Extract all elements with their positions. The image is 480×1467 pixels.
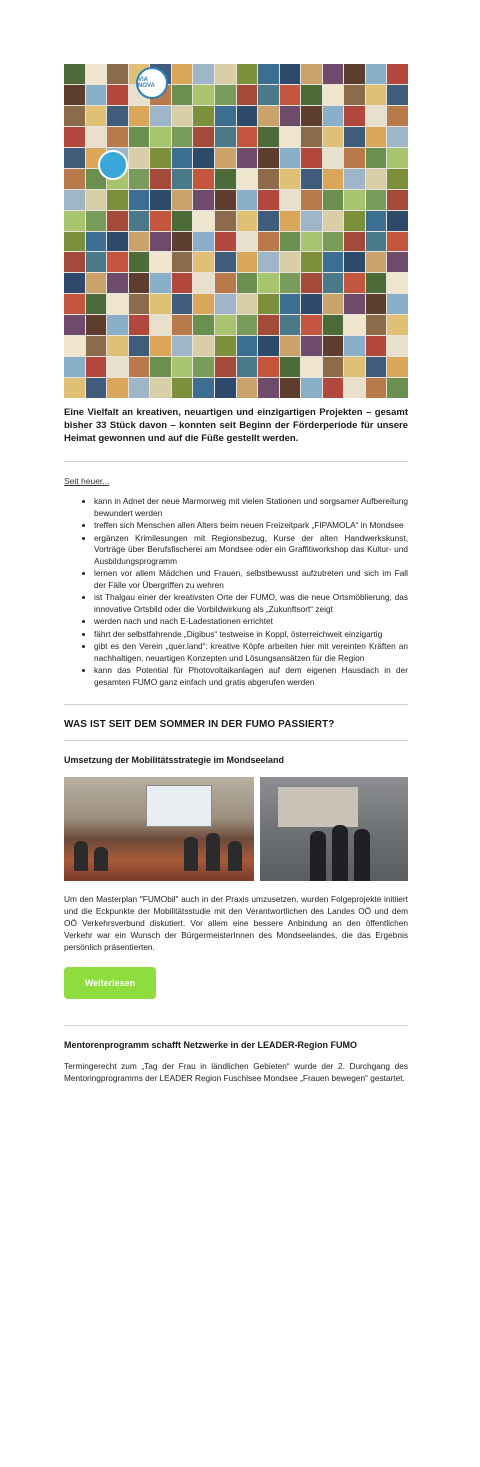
article-title: Umsetzung der Mobilitätsstrategie im Mondseeland [64,755,285,765]
collage-tile [193,211,214,231]
collage-tile [107,315,128,335]
collage-tile [172,336,193,356]
collage-tile [150,232,171,252]
collage-tile [129,336,150,356]
article-title: Mentorenprogramm schafft Netzwerke in der LEADER-Region FUMO [64,1040,358,1050]
collage-tile [64,378,85,398]
collage-tile [258,294,279,314]
collage-tile [129,294,150,314]
collage-tile [258,85,279,105]
collage-tile [344,85,365,105]
collage-tile [344,169,365,189]
collage-tile [150,315,171,335]
collage-tile [150,294,171,314]
collage-tile [215,190,236,210]
collage-tile [129,148,150,168]
collage-tile [64,357,85,377]
collage-tile [387,378,408,398]
collage-tile [323,336,344,356]
collage-tile [237,273,258,293]
collage-tile [366,294,387,314]
collage-tile [366,169,387,189]
collage-tile [215,127,236,147]
collage-tile [129,357,150,377]
newsletter-content [64,64,408,1084]
collage-tile [301,211,322,231]
collage-tile [129,232,150,252]
group-photo [260,777,408,881]
collage-tile [387,211,408,231]
collage-tile [280,85,301,105]
list-item: • kann in Adnet der neue Marmorweg mit vielen Stationen und sorgsamer Aufbereitung bewundert werden [94,496,408,519]
collage-tile [129,378,150,398]
collage-tile [280,232,301,252]
collage-tile [258,148,279,168]
collage-tile [193,294,214,314]
collage-tile [64,211,85,231]
collage-tile [107,273,128,293]
collage-tile [215,232,236,252]
collage-tile [280,211,301,231]
collage-tile [387,169,408,189]
collage-tile [215,252,236,272]
collage-tile [344,315,365,335]
collage-tile [323,190,344,210]
collage-tile [237,211,258,231]
collage-tile [193,336,214,356]
collage-tile [301,357,322,377]
collage-tile [193,252,214,272]
collage-tile [172,273,193,293]
collage-tile [387,127,408,147]
collage-tile [258,232,279,252]
collage-tile [237,85,258,105]
collage-tile [64,273,85,293]
collage-tile [107,357,128,377]
collage-tile [86,127,107,147]
collage-tile [301,336,322,356]
collage-tile [366,148,387,168]
collage-tile [172,378,193,398]
list-item: • treffen sich Menschen allen Alters beim neuen Freizeitpark „FIPAMOLA“ in Mondsee [94,520,408,532]
collage-tile [193,273,214,293]
collage-tile [258,169,279,189]
collage-tile [301,378,322,398]
collage-tile [258,64,279,84]
collage-tile [129,211,150,231]
collage-tile [323,378,344,398]
collage-tile [107,211,128,231]
collage-tile [344,127,365,147]
read-more-button[interactable]: Weiterlesen [64,967,156,999]
collage-tile [172,315,193,335]
collage-tile [280,357,301,377]
collage-tile [301,294,322,314]
collage-tile [258,273,279,293]
collage-tile [64,232,85,252]
collage-tile [107,106,128,126]
list-item: • ist Thalgau einer der kreativsten Orte der FUMO, was die neue Ortsmöblierung, das innovative Ortsbild oder die Vorbildwirkung als „Zukunftsort“ zeigt [94,592,408,615]
collage-tile [387,190,408,210]
divider [64,704,408,705]
collage-tile [129,106,150,126]
collage-tile [387,273,408,293]
collage-tile [86,190,107,210]
collage-tile [366,252,387,272]
collage-tile [64,294,85,314]
collage-tile [172,169,193,189]
collage-tile [64,336,85,356]
collage-tile [172,357,193,377]
collage-tile [258,127,279,147]
collage-tile [366,378,387,398]
collage-tile [280,252,301,272]
collage-tile [86,211,107,231]
collage-tile [344,190,365,210]
collage-tile [301,169,322,189]
collage-tile [280,336,301,356]
collage-tile [344,211,365,231]
list-item: • gibt es den Verein „quer.land“: kreative Köpfe arbeiten hier mit vereinten Kräften an nachhaltigen, neuartigen Konzepten und Lösungsansätzen für die Region [94,641,408,664]
collage-tile [86,336,107,356]
collage-tile [301,252,322,272]
collage-tile [301,273,322,293]
collage-tile [237,232,258,252]
collage-tile [387,85,408,105]
collage-tile [280,190,301,210]
collage-tile [86,294,107,314]
meeting-photo [64,777,254,881]
collage-tile [258,190,279,210]
article-photos [64,777,408,881]
collage-tile [193,64,214,84]
collage-tile [64,169,85,189]
collage-tile [107,378,128,398]
collage-tile [64,315,85,335]
collage-tile [150,211,171,231]
collage-tile [301,64,322,84]
collage-tile [301,190,322,210]
collage-tile [344,294,365,314]
collage-tile [301,127,322,147]
collage-tile [344,357,365,377]
collage-tile [237,378,258,398]
collage-tile [323,169,344,189]
divider [64,1025,408,1026]
collage-tile [387,294,408,314]
collage-tile [107,64,128,84]
collage-tile [387,252,408,272]
collage-tile [366,273,387,293]
collage-tile [344,148,365,168]
collage-tile [366,211,387,231]
collage-tile [323,252,344,272]
collage-tile [215,315,236,335]
collage-tile [215,211,236,231]
collage-tile [86,232,107,252]
collage-tile [280,106,301,126]
collage-tile [258,336,279,356]
collage-tile [172,85,193,105]
collage-tile [387,106,408,126]
collage-tile [150,190,171,210]
collage-tile [86,357,107,377]
collage-tile [193,357,214,377]
list-item: • fährt der selbstfahrende „Digibus“ testweise in Koppl, österreichweit einzigartig [94,629,408,641]
collage-tile [64,85,85,105]
collage-tile [64,64,85,84]
collage-tile [237,190,258,210]
collage-tile [129,252,150,272]
collage-tile [237,64,258,84]
collage-tile [323,127,344,147]
collage-tile [344,64,365,84]
collage-tile [237,294,258,314]
collage-tile [64,252,85,272]
collage-tile [387,315,408,335]
collage-tile [258,252,279,272]
collage-tile [366,64,387,84]
collage-tile [237,315,258,335]
collage-tile [193,106,214,126]
collage-tile [323,315,344,335]
collage-tile [150,357,171,377]
collage-tile [150,148,171,168]
collage-tile [344,232,365,252]
collage-tile [86,378,107,398]
collage-tile [150,106,171,126]
collage-tile [387,336,408,356]
collage-tile [215,273,236,293]
collage-tile [344,336,365,356]
collage-tile [258,378,279,398]
list-item: • werden nach und nach E-Ladestationen errichtet [94,616,408,628]
collage-tile [215,85,236,105]
collage-tile [193,169,214,189]
collage-tile [323,148,344,168]
collage-tile [366,315,387,335]
collage-tile [323,85,344,105]
collage-tile [193,148,214,168]
collage-tile [86,315,107,335]
collage-tile [323,294,344,314]
collage-tile [107,85,128,105]
collage-tile [150,378,171,398]
collage-tile [344,273,365,293]
collage-tile [323,211,344,231]
collage-tile [193,378,214,398]
collage-tile [366,357,387,377]
collage-tile [366,232,387,252]
collage-tile [280,148,301,168]
collage-tile [150,273,171,293]
collage-tile [64,127,85,147]
collage-tile [366,106,387,126]
collage-tile [172,127,193,147]
collage-tile [215,378,236,398]
list-item: • lernen vor allem Mädchen und Frauen, selbstbewusst aufzutreten und sich im Fall der Fälle vor Übergriffen zu wehren [94,568,408,591]
collage-tile [344,378,365,398]
collage-tile [86,106,107,126]
collage-tile [387,64,408,84]
collage-tile [215,336,236,356]
highlights-list [64,496,408,688]
collage-tile [129,190,150,210]
collage-tile [280,64,301,84]
collage-tile [86,252,107,272]
collage-tile [107,127,128,147]
collage-tile [237,127,258,147]
collage-tile [172,294,193,314]
collage-tile [172,106,193,126]
collage-tile [237,169,258,189]
collage-tile [387,232,408,252]
collage-tile [258,357,279,377]
collage-tile [64,106,85,126]
collage-tile [301,85,322,105]
collage-tile [280,294,301,314]
collage-tile [215,64,236,84]
collage-tile [193,232,214,252]
collage-tile [215,357,236,377]
collage-tile [280,169,301,189]
collage-tile [172,252,193,272]
collage-tile [64,190,85,210]
article-text: Um den Masterplan "FUMObil" auch in der Praxis umzusetzen, wurden Folgeprojekte initiiert und die Eckpunkte der Mobilitätsstudie mit den Verantwortlichen des Landes OÖ und dem OÖ Verkehrsverbund diskutiert. Vor allem eine bessere Anbindung an den öffentlichen Verkehr war ein Wunsch der BürgermeisterInnen des Mondseelandes, die das Ergebnis persönlich präsentierten. [64,894,408,952]
collage-tile [129,169,150,189]
collage-tile [215,148,236,168]
collage-tile [258,211,279,231]
collage-tile [301,106,322,126]
collage-tile [280,273,301,293]
collage-tile [107,190,128,210]
collage-tile [150,169,171,189]
collage-tile [258,106,279,126]
divider [64,740,408,741]
collage-tile [280,127,301,147]
collage-tile [366,190,387,210]
collage-tile [64,148,85,168]
collage-tile [237,106,258,126]
collage-tile [237,148,258,168]
collage-tile [193,315,214,335]
collage-tile [366,85,387,105]
collage-tile [366,336,387,356]
collage-tile [150,127,171,147]
collage-tile [107,232,128,252]
collage-tile [215,169,236,189]
collage-tile [237,336,258,356]
collage-tile [387,148,408,168]
collage-tile [107,294,128,314]
collage-tile [344,252,365,272]
article-text: Termingerecht zum „Tag der Frau in ländlichen Gebieten“ wurde der 2. Durchgang des Mentoringprogramms der LEADER Region Fuschlsee Mondsee „Frauen bewegen“ gestartet. [64,1061,408,1083]
collage-tile [366,127,387,147]
collage-tile [172,190,193,210]
collage-tile [193,127,214,147]
collage-tile [258,315,279,335]
collage-tile [323,64,344,84]
collage-tile [215,294,236,314]
collage-tile [129,273,150,293]
collage-tile [86,64,107,84]
list-item: • kann das Potential für Photovoltaikanlagen auf dem eigenen Hausdach in der gesamten FUMO ganz einfach und gratis abgerufen werden [94,665,408,688]
collage-tile [301,148,322,168]
intro-text: Eine Vielfalt an kreativen, neuartigen und einzigartigen Projekten – gesamt bisher 33 Stück davon – konnten seit Beginn der Förderperiode für unsere Heimat gewonnen und auf die Füße gestellt werden. [64,407,408,444]
collage-tile [107,336,128,356]
collage-tile [215,106,236,126]
collage-tile [323,357,344,377]
collage-tile [323,106,344,126]
collage-tile [172,148,193,168]
project-photo-collage [64,64,408,398]
list-item: • ergänzen Krimilesungen mit Regionsbezug, Kurse der alten Handwerkskunst, Vorträge über Berufsfischerei am Mondsee oder ein Graffitiworkshop das Kultur- und Ausbildungsprogramm [94,533,408,568]
collage-tile [172,211,193,231]
collage-tile [237,252,258,272]
collage-tile [193,190,214,210]
collage-tile [86,85,107,105]
collage-tile [107,252,128,272]
collage-tile [129,315,150,335]
round-badge-icon [98,150,128,180]
since-this-year-label: Seit heuer... [64,476,110,486]
collage-tile [172,232,193,252]
collage-tile [86,273,107,293]
collage-tile [301,232,322,252]
collage-tile [172,64,193,84]
section-heading: WAS IST SEIT DEM SOMMER IN DER FUMO PASSIERT? [64,719,335,730]
collage-tile [323,273,344,293]
collage-tile [323,232,344,252]
collage-tile [280,315,301,335]
collage-tile [237,357,258,377]
collage-tile [193,85,214,105]
divider [64,461,408,462]
collage-tile [280,378,301,398]
collage-tile [387,357,408,377]
via-nova-logo: VIA NOVA [136,67,168,99]
collage-tile [301,315,322,335]
collage-tile [344,106,365,126]
collage-tile [150,336,171,356]
collage-tile [129,127,150,147]
collage-tile [150,252,171,272]
